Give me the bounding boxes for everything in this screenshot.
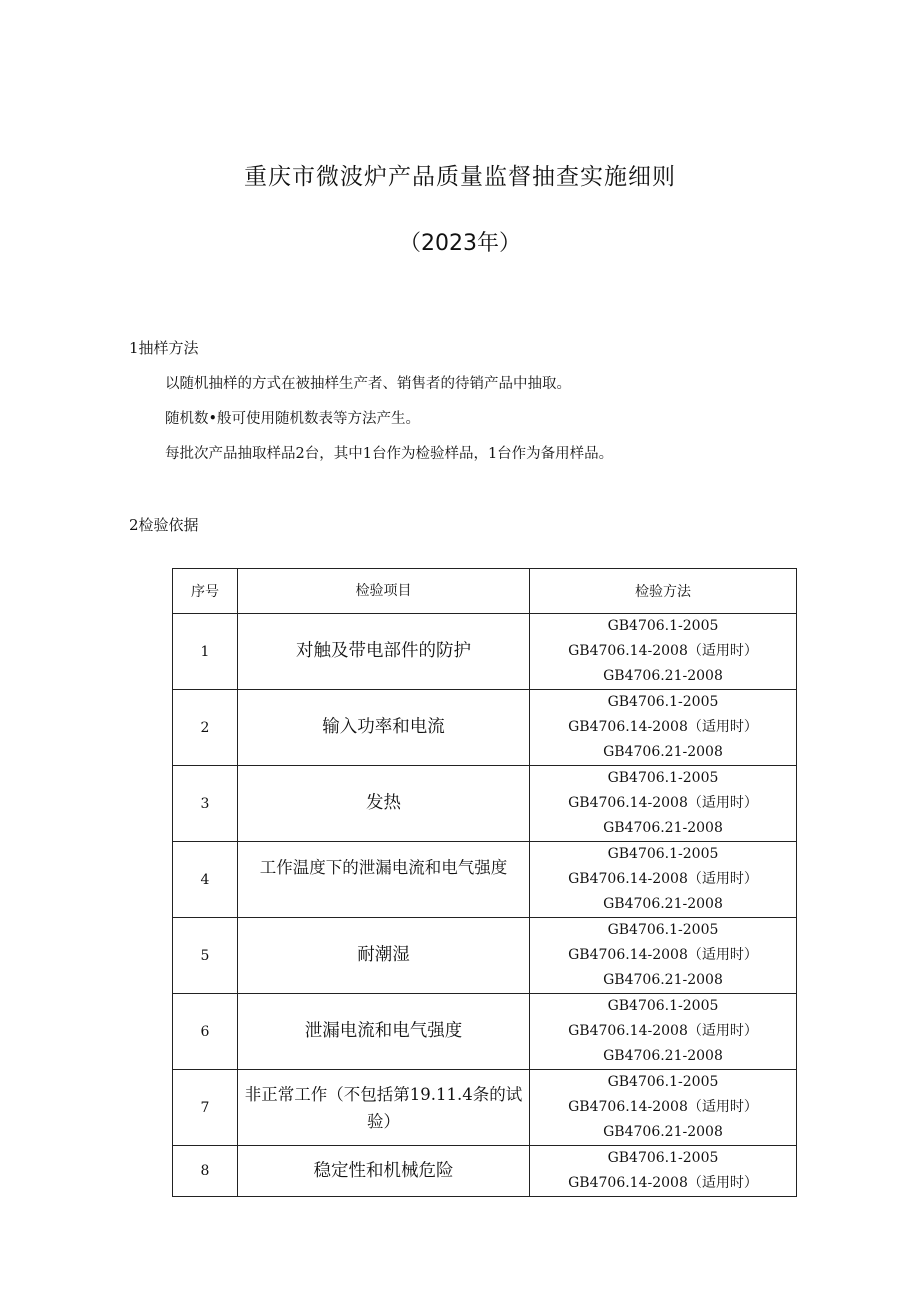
method-line: GB4706.1-2005 — [607, 998, 719, 1014]
row-methods — [530, 1146, 797, 1197]
method-line: GB4706.14-2008（适用时） — [568, 795, 758, 811]
document-title: 重庆市微波炉产品质量监督抽查实施细则 — [244, 164, 676, 190]
row-number: 7 — [173, 1070, 238, 1146]
method-line: GB4706.1-2005 — [607, 770, 719, 786]
method-line: GB4706.21-2008 — [603, 1124, 723, 1140]
row-item: 耐潮湿 — [238, 918, 530, 994]
method-line: GB4706.14-2008（适用时） — [568, 643, 758, 659]
paragraph-sample-quantity: 每批次产品抽取样品2台，其中1台作为检验样品，1台作为备用样品。 — [165, 446, 614, 462]
row-item: 对触及带电部件的防护 — [238, 614, 530, 690]
row-methods — [530, 918, 797, 994]
row-methods — [530, 766, 797, 842]
section-2-heading: 2检验依据 — [129, 516, 199, 534]
row-number: 2 — [173, 690, 238, 766]
row-methods — [530, 1070, 797, 1146]
inspection-table — [172, 568, 797, 1197]
method-line: GB4706.14-2008（适用时） — [568, 1175, 758, 1191]
row-item: 稳定性和机械危险 — [238, 1146, 530, 1197]
method-line: GB4706.21-2008 — [603, 744, 723, 760]
row-item: 输入功率和电流 — [238, 690, 530, 766]
header-number: 序号 — [173, 569, 238, 614]
row-number: 8 — [173, 1146, 238, 1197]
method-line: GB4706.1-2005 — [607, 846, 719, 862]
method-line: GB4706.1-2005 — [607, 618, 719, 634]
row-methods — [530, 690, 797, 766]
paragraph-random-number: 随机数•般可使用随机数表等方法产生。 — [165, 411, 421, 427]
table-row — [173, 842, 797, 918]
table-row — [173, 1146, 797, 1197]
header-inspection-item: 检验项目 — [238, 569, 530, 614]
document-year: （2023年） — [399, 231, 521, 256]
table-row — [173, 766, 797, 842]
row-number: 4 — [173, 842, 238, 918]
table-row — [173, 918, 797, 994]
table-header-row — [173, 569, 797, 614]
method-line: GB4706.14-2008（适用时） — [568, 719, 758, 735]
row-item: 非正常工作（不包括第19.11.4条的试验） — [238, 1070, 530, 1146]
method-line: GB4706.21-2008 — [603, 820, 723, 836]
row-item: 泄漏电流和电气强度 — [238, 994, 530, 1070]
table-row — [173, 690, 797, 766]
method-line: GB4706.14-2008（适用时） — [568, 947, 758, 963]
row-item: 发热 — [238, 766, 530, 842]
table-row — [173, 994, 797, 1070]
header-inspection-method: 检验方法 — [530, 569, 797, 614]
row-methods — [530, 842, 797, 918]
method-line: GB4706.1-2005 — [607, 1074, 719, 1090]
method-line: GB4706.21-2008 — [603, 668, 723, 684]
method-line: GB4706.1-2005 — [607, 922, 719, 938]
section-1-heading: 1抽样方法 — [129, 339, 199, 357]
row-methods — [530, 994, 797, 1070]
method-line: GB4706.21-2008 — [603, 1048, 723, 1064]
row-number: 6 — [173, 994, 238, 1070]
table-row — [173, 1070, 797, 1146]
row-number: 5 — [173, 918, 238, 994]
method-line: GB4706.21-2008 — [603, 896, 723, 912]
row-methods — [530, 614, 797, 690]
paragraph-sampling-method: 以随机抽样的方式在被抽样生产者、销售者的待销产品中抽取。 — [165, 376, 571, 392]
method-line: GB4706.21-2008 — [603, 972, 723, 988]
method-line: GB4706.14-2008（适用时） — [568, 1023, 758, 1039]
method-line: GB4706.14-2008（适用时） — [568, 871, 758, 887]
method-line: GB4706.14-2008（适用时） — [568, 1099, 758, 1115]
table-row — [173, 614, 797, 690]
method-line: GB4706.1-2005 — [607, 694, 719, 710]
row-number: 3 — [173, 766, 238, 842]
method-line: GB4706.1-2005 — [607, 1150, 719, 1166]
row-number: 1 — [173, 614, 238, 690]
row-item: 工作温度下的泄漏电流和电气强度 — [238, 842, 530, 918]
